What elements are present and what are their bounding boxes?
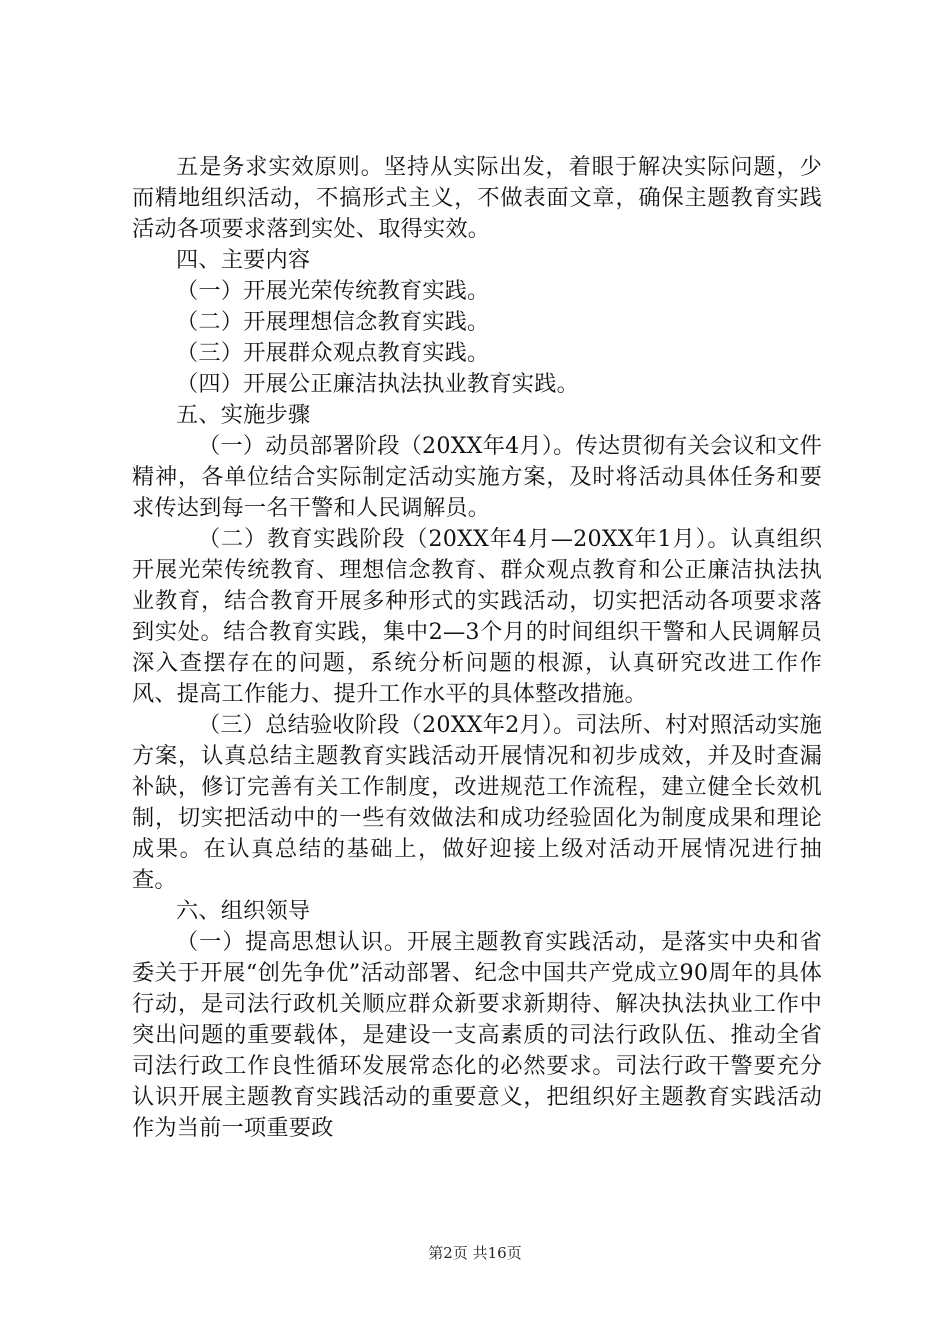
list-item-tradition-education: （一）开展光荣传统教育实践。 [176,278,490,304]
document-body [132,152,822,1144]
list-item-masses-education: （三）开展群众观点教育实践。 [176,340,490,366]
paragraph-raise-awareness: （一）提高思想认识。开展主题教育实践活动，是落实中央和省委关于开展“创先争优”活动部署、纪念中国共产党成立90周年的具体行动，是司法行政机关顺应群众新要求新期待、解决执法执业工作中突出问题的重要载体，是建设一支高素质的司法行政队伍、推动全省司法行政工作良性循环发展常态化的必然要求。司法行政干警要充分认识开展主题教育实践活动的重要意义，把组织好主题教育实践活动作为当前一项重要政 [132,929,822,1141]
heading-organization-leadership: 六、组织领导 [176,898,311,924]
heading-implementation-steps: 五、实施步骤 [176,402,311,428]
list-item-ideals-education: （二）开展理想信念教育实践。 [176,309,490,335]
paragraph-principle-five: 五是务求实效原则。坚持从实际出发，着眼于解决实际问题，少而精地组织活动，不搞形式主义，不做表面文章，确保主题教育实践活动各项要求落到实处、取得实效。 [132,154,822,242]
list-item-integrity-education: （四）开展公正廉洁执法执业教育实践。 [176,371,579,397]
paragraph-mobilization-stage: （一）动员部署阶段（20XX年4月）。传达贯彻有关会议和文件精神，各单位结合实际制定活动实施方案，及时将活动具体任务和要求传达到每一名干警和人民调解员。 [132,433,822,521]
paragraph-education-stage: （二）教育实践阶段（20XX年4月—20XX年1月）。认真组织开展光荣传统教育、理想信念教育、群众观点教育和公正廉洁执法执业教育，结合教育开展多种形式的实践活动，切实把活动各项要求落到实处。结合教育实践，集中2—3个月的时间组织干警和人民调解员深入查摆存在的问题，系统分析问题的根源，认真研究改进工作作风、提高工作能力、提升工作水平的具体整改措施。 [132,526,822,707]
paragraph-summary-stage: （三）总结验收阶段（20XX年2月）。司法所、村对照活动实施方案，认真总结主题教育实践活动开展情况和初步成效，并及时查漏补缺，修订完善有关工作制度，改进规范工作流程，建立健全长效机制，切实把活动中的一些有效做法和成功经验固化为制度成果和理论成果。在认真总结的基础上，做好迎接上级对活动开展情况进行抽查。 [132,712,822,893]
page-number-footer: 第2页 共16页 [428,1244,522,1262]
heading-main-content: 四、主要内容 [176,247,311,273]
